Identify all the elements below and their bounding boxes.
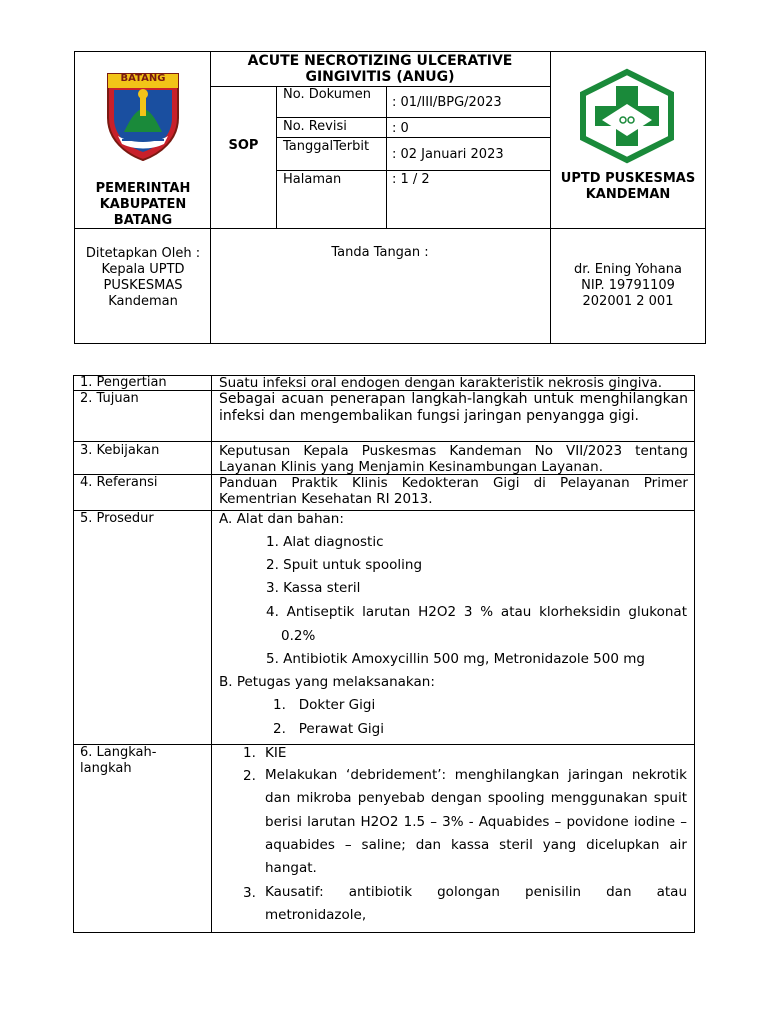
label-prosedur: 5. Prosedur [80, 511, 154, 526]
logo-text: BATANG [120, 73, 166, 84]
text-pengertian: Suatu infeksi oral endogen dengan karakteristik nekrosis gingiva. [219, 375, 663, 391]
prosedur-a-item: 3. Kassa steril [266, 580, 361, 596]
field-value-no-revisi: : 0 [392, 121, 409, 136]
field-label-no-revisi: No. Revisi [283, 119, 347, 134]
label-langkah: 6. Langkah-langkah [80, 745, 157, 776]
puskesmas-logo [568, 66, 686, 166]
sop-title: ACUTE NECROTIZING ULCERATIVE GINGIVITIS (ANUG) [247, 53, 513, 85]
text-tujuan: Sebagai acuan penerapan langkah-langkah untuk menghilangkan infeksi dan mengembalikan fungsi jaringan penyangga gigi. [219, 391, 688, 424]
field-label-no-dokumen: No. Dokumen [283, 87, 371, 102]
field-value-no-dokumen: : 01/III/BPG/2023 [392, 95, 502, 110]
label-kebijakan: 3. Kebijakan [80, 443, 160, 458]
ditetapkan-oleh: Ditetapkan Oleh : Kepala UPTD PUSKESMAS Kandeman [85, 246, 201, 309]
langkah-item-text: Kausatif: antibiotik golongan penisilin dan atau metronidazole, [265, 884, 687, 924]
signer-nip: NIP. 19791109 202001 2 001 [581, 278, 675, 309]
signer-name: dr. Ening Yohana [574, 262, 682, 277]
label-pengertian: 1. Pengertian [80, 375, 167, 390]
prosedur-a-item: 2. Spuit untuk spooling [266, 557, 423, 573]
prosedur-a-item: 1. Alat diagnostic [266, 534, 384, 550]
label-tujuan: 2. Tujuan [80, 391, 139, 406]
right-org-name: UPTD PUSKESMAS KANDEMAN [560, 171, 696, 202]
field-label-halaman: Halaman [283, 172, 342, 187]
langkah-item-number: 1. [243, 745, 256, 761]
langkah-item-number: 3. [243, 885, 256, 901]
label-referensi: 4. Referansi [80, 475, 158, 490]
prosedur-a-item: 5. Antibiotik Amoxycillin 500 mg, Metronidazole 500 mg [266, 651, 645, 667]
prosedur-a-item-continued: 0.2% [281, 628, 316, 644]
field-label-tanggal-terbit: TanggalTerbit [283, 139, 370, 154]
text-referensi: Panduan Praktik Klinis Kedokteran Gigi di Pelayanan Primer Kementrian Kesehatan RI 2013. [219, 475, 688, 507]
left-org-name: PEMERINTAH KABUPATEN BATANG [95, 181, 191, 228]
field-value-halaman: : 1 / 2 [392, 172, 430, 187]
field-value-tanggal-terbit: : 02 Januari 2023 [392, 147, 504, 162]
prosedur-b-item: 2. Perawat Gigi [273, 721, 384, 737]
langkah-item-text: Melakukan ‘debridement’: menghilangkan jaringan nekrotik dan mikroba penyebab dengan spooling menggunakan spuit berisi larutan H2O2 1.5 – 3% - Aquabides – povidone iodine – aquabides – saline; dan kassa steril yang dicelupkan air hangat. [265, 767, 687, 877]
text-kebijakan: Keputusan Kepala Puskesmas Kandeman No VII/2023 tentang Layanan Klinis yang Menjamin Kesinambungan Layanan. [219, 443, 688, 475]
prosedur-b-heading: B. Petugas yang melaksanakan: [219, 674, 435, 690]
langkah-item-number: 2. [243, 768, 256, 784]
signature-label: Tanda Tangan : [331, 245, 429, 260]
prosedur-a-heading: A. Alat dan bahan: [219, 511, 344, 527]
prosedur-a-item: 4. Antiseptik larutan H2O2 3 % atau klorheksidin glukonat [266, 604, 687, 620]
prosedur-b-item: 1. Dokter Gigi [273, 697, 376, 713]
sop-label: SOP [228, 138, 259, 153]
batang-regency-logo [104, 70, 182, 162]
langkah-item-text: KIE [265, 745, 287, 761]
